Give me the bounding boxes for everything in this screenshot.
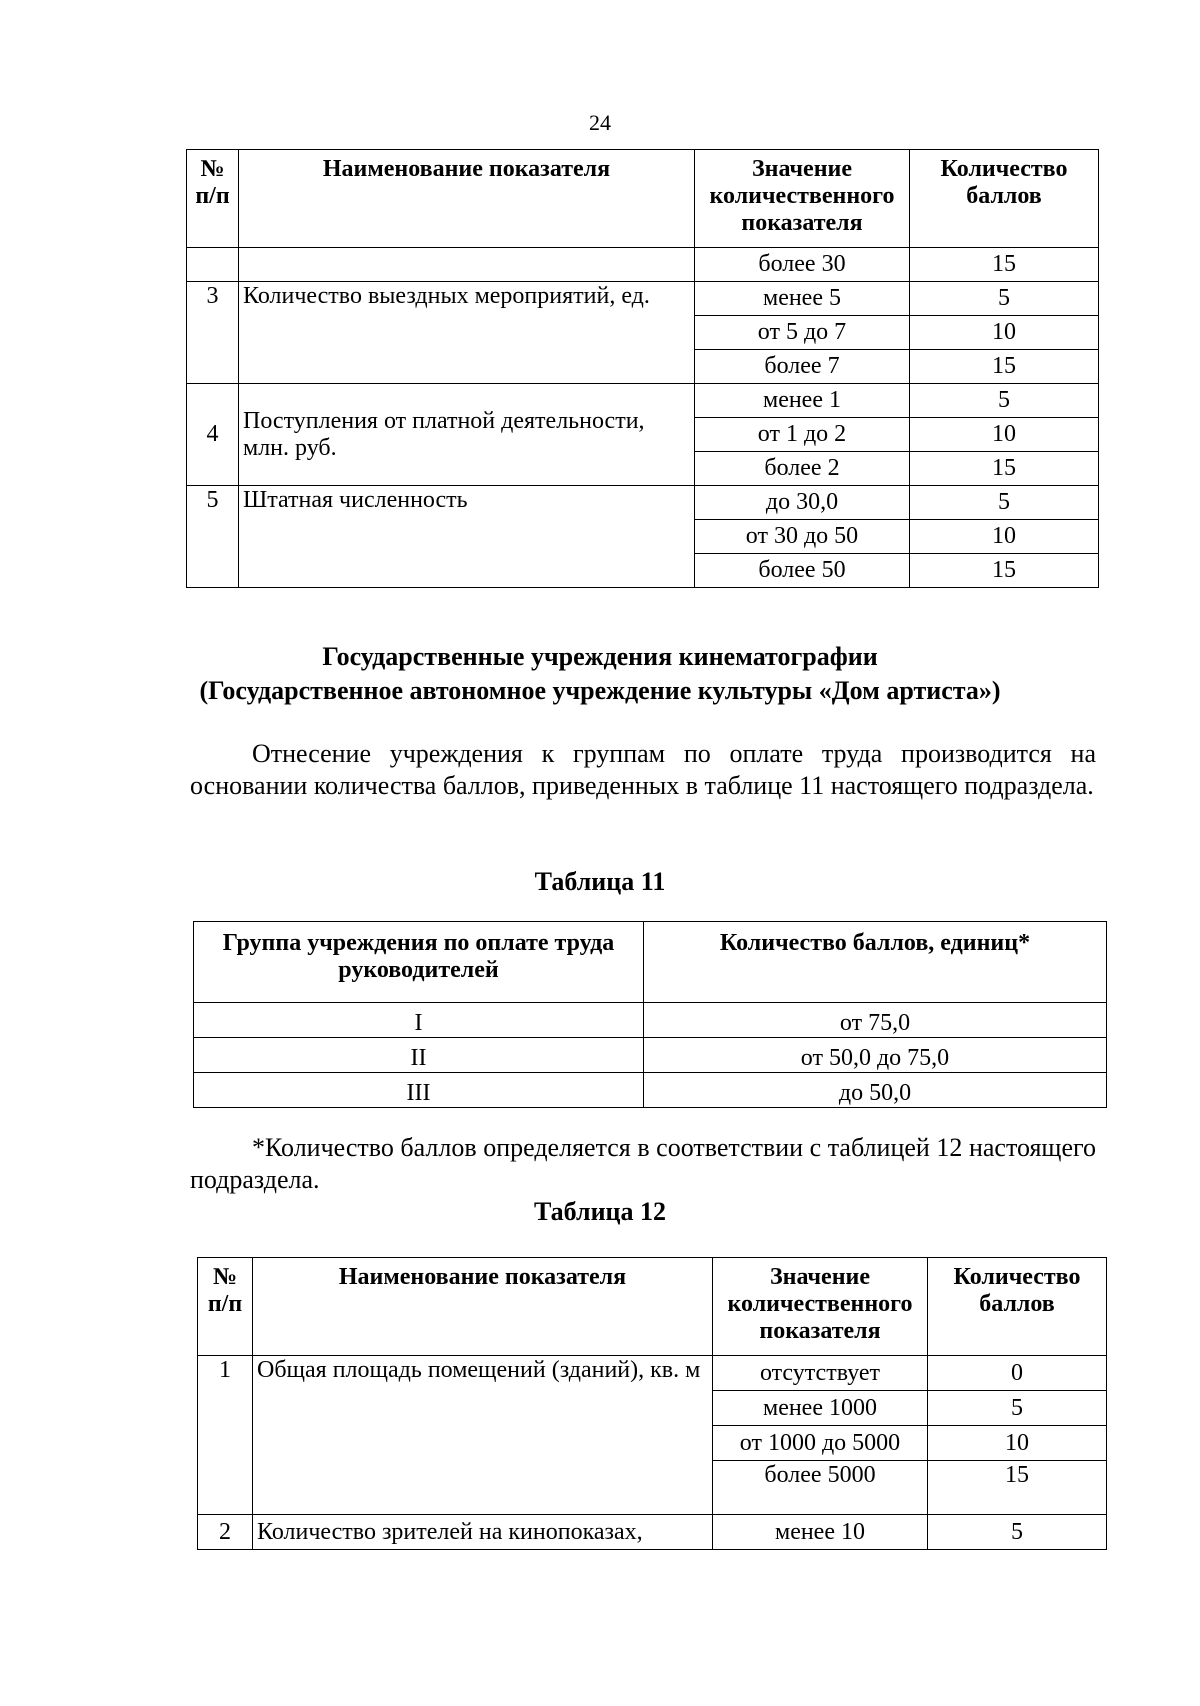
header-points: Количество баллов (910, 150, 1099, 248)
table-row (198, 1515, 1107, 1550)
row-value: до 30,0 (695, 486, 910, 520)
row-name: Штатная численность (239, 486, 695, 588)
section-heading-line2: (Государственное автономное учреждение культуры «Дом артиста») (199, 676, 1001, 705)
group-cell: I (194, 1003, 644, 1038)
row-name (239, 248, 695, 282)
section-heading-line1: Государственные учреждения кинематографии (322, 642, 878, 671)
row-num: 2 (198, 1515, 253, 1550)
table-row (194, 1073, 1107, 1108)
row-value: более 7 (695, 350, 910, 384)
header-num: № п/п (198, 1258, 253, 1356)
row-value: менее 10 (713, 1515, 928, 1550)
row-value: более 5000 (713, 1461, 928, 1515)
header-name: Наименование показателя (253, 1258, 713, 1356)
row-value: менее 5 (695, 282, 910, 316)
table-row (187, 282, 1099, 316)
row-points: 5 (910, 282, 1099, 316)
section-paragraph-text: Отнесение учреждения к группам по оплате труда производится на основании количества баллов, приведенных в таблице 11 настоящего подраздела. (190, 739, 1096, 800)
row-value: от 30 до 50 (695, 520, 910, 554)
footnote-text: *Количество баллов определяется в соответствии с таблицей 12 настоящего подраздела. (190, 1133, 1096, 1194)
table-11-title: Таблица 11 (534, 867, 666, 896)
row-value: более 2 (695, 452, 910, 486)
header-name: Наименование показателя (239, 150, 695, 248)
row-value: менее 1000 (713, 1391, 928, 1426)
row-points: 10 (910, 520, 1099, 554)
table-row (198, 1356, 1107, 1391)
row-num (187, 248, 239, 282)
row-num: 3 (187, 282, 239, 384)
group-cell: II (194, 1038, 644, 1073)
row-value: более 50 (695, 554, 910, 588)
section-paragraph (190, 738, 1096, 802)
table-12 (197, 1257, 1107, 1550)
footnote (190, 1132, 1096, 1196)
row-num: 4 (187, 384, 239, 486)
table-12-title: Таблица 12 (533, 1197, 667, 1226)
page-number: 24 (589, 110, 611, 135)
row-points: 5 (910, 384, 1099, 418)
row-points: 0 (928, 1356, 1107, 1391)
row-points: 15 (928, 1461, 1107, 1515)
row-points: 5 (928, 1391, 1107, 1426)
table-header-row (187, 150, 1099, 248)
row-points: 15 (910, 248, 1099, 282)
row-value: отсутствует (713, 1356, 928, 1391)
row-name: Поступления от платной деятельности, млн. руб. (239, 384, 695, 486)
row-value: более 30 (695, 248, 910, 282)
header-value: Значение количественного показателя (695, 150, 910, 248)
points-cell: до 50,0 (644, 1073, 1107, 1108)
table-header-row (194, 922, 1107, 1003)
table-row (194, 1038, 1107, 1073)
row-points: 15 (910, 452, 1099, 486)
points-cell: от 50,0 до 75,0 (644, 1038, 1107, 1073)
table-header-row (198, 1258, 1107, 1356)
row-name: Количество зрителей на кинопоказах, (253, 1515, 713, 1550)
row-name: Общая площадь помещений (зданий), кв. м (253, 1356, 713, 1515)
table-row (187, 248, 1099, 282)
row-points: 10 (928, 1426, 1107, 1461)
group-cell: III (194, 1073, 644, 1108)
table-11 (193, 921, 1107, 1108)
header-group: Группа учреждения по оплате труда руководителей (194, 922, 644, 1003)
row-points: 5 (928, 1515, 1107, 1550)
row-value: от 1000 до 5000 (713, 1426, 928, 1461)
header-num: № п/п (187, 150, 239, 248)
row-value: от 5 до 7 (695, 316, 910, 350)
row-points: 10 (910, 316, 1099, 350)
row-points: 10 (910, 418, 1099, 452)
row-points: 5 (910, 486, 1099, 520)
row-value: от 1 до 2 (695, 418, 910, 452)
table-row (187, 486, 1099, 520)
row-points: 15 (910, 350, 1099, 384)
row-num: 1 (198, 1356, 253, 1515)
points-cell: от 75,0 (644, 1003, 1107, 1038)
header-points: Количество баллов (928, 1258, 1107, 1356)
row-name: Количество выездных мероприятий, ед. (239, 282, 695, 384)
table-row (194, 1003, 1107, 1038)
row-points: 15 (910, 554, 1099, 588)
table-row (187, 384, 1099, 418)
row-value: менее 1 (695, 384, 910, 418)
row-num: 5 (187, 486, 239, 588)
header-points: Количество баллов, единиц* (644, 922, 1107, 1003)
indicator-table-continued (186, 149, 1099, 588)
header-value: Значение количественного показателя (713, 1258, 928, 1356)
